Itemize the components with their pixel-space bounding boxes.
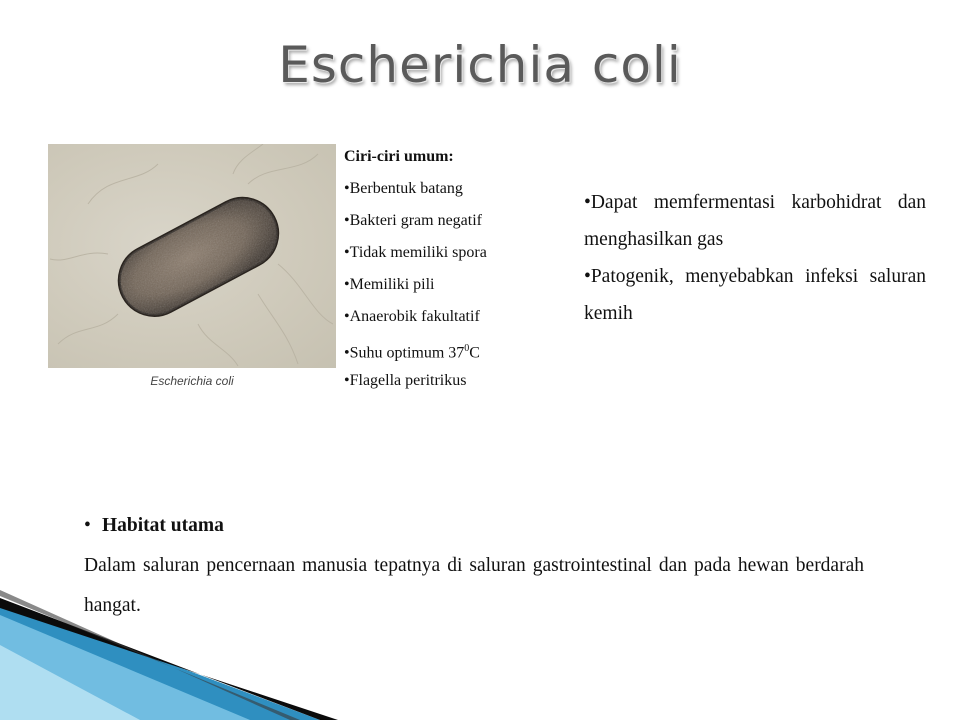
characteristics-heading: Ciri-ciri umum: [344, 148, 454, 165]
image-caption: Escherichia coli [150, 374, 234, 388]
list-item: •Anaerobik fakultatif [344, 308, 480, 325]
bullet: • [84, 515, 91, 536]
temperature-prefix: •Suhu optimum 37 [344, 344, 465, 362]
property-item: •Dapat memfermentasi karbohidrat dan menghasilkan gas [584, 192, 926, 250]
characteristics-list [344, 148, 487, 403]
habitat-heading-row [84, 510, 864, 542]
list-item: •Bakteri gram negatif [344, 212, 482, 229]
bacterium-image [48, 144, 336, 368]
list-item: •Tidak memiliki spora [344, 244, 487, 261]
bacterium-illustration [48, 144, 336, 368]
habitat-text: Dalam saluran pencernaan manusia tepatnya di saluran gastrointestinal dan pada hewan berdarah hangat. [84, 555, 864, 616]
list-item-temperature [344, 339, 487, 371]
list-item: •Berbentuk batang [344, 180, 463, 197]
properties-list [584, 184, 926, 332]
list-item: •Flagella peritrikus [344, 372, 467, 389]
temperature-suffix: C [469, 344, 480, 362]
decorative-corner-graphic [0, 560, 340, 720]
habitat-heading: Habitat utama [102, 515, 224, 536]
temperature-superscript: 0 [464, 343, 470, 354]
slide-title: Escherichia coli [278, 36, 682, 94]
list-item: •Memiliki pili [344, 276, 435, 293]
property-item: •Patogenik, menyebabkan infeksi saluran kemih [584, 266, 926, 324]
